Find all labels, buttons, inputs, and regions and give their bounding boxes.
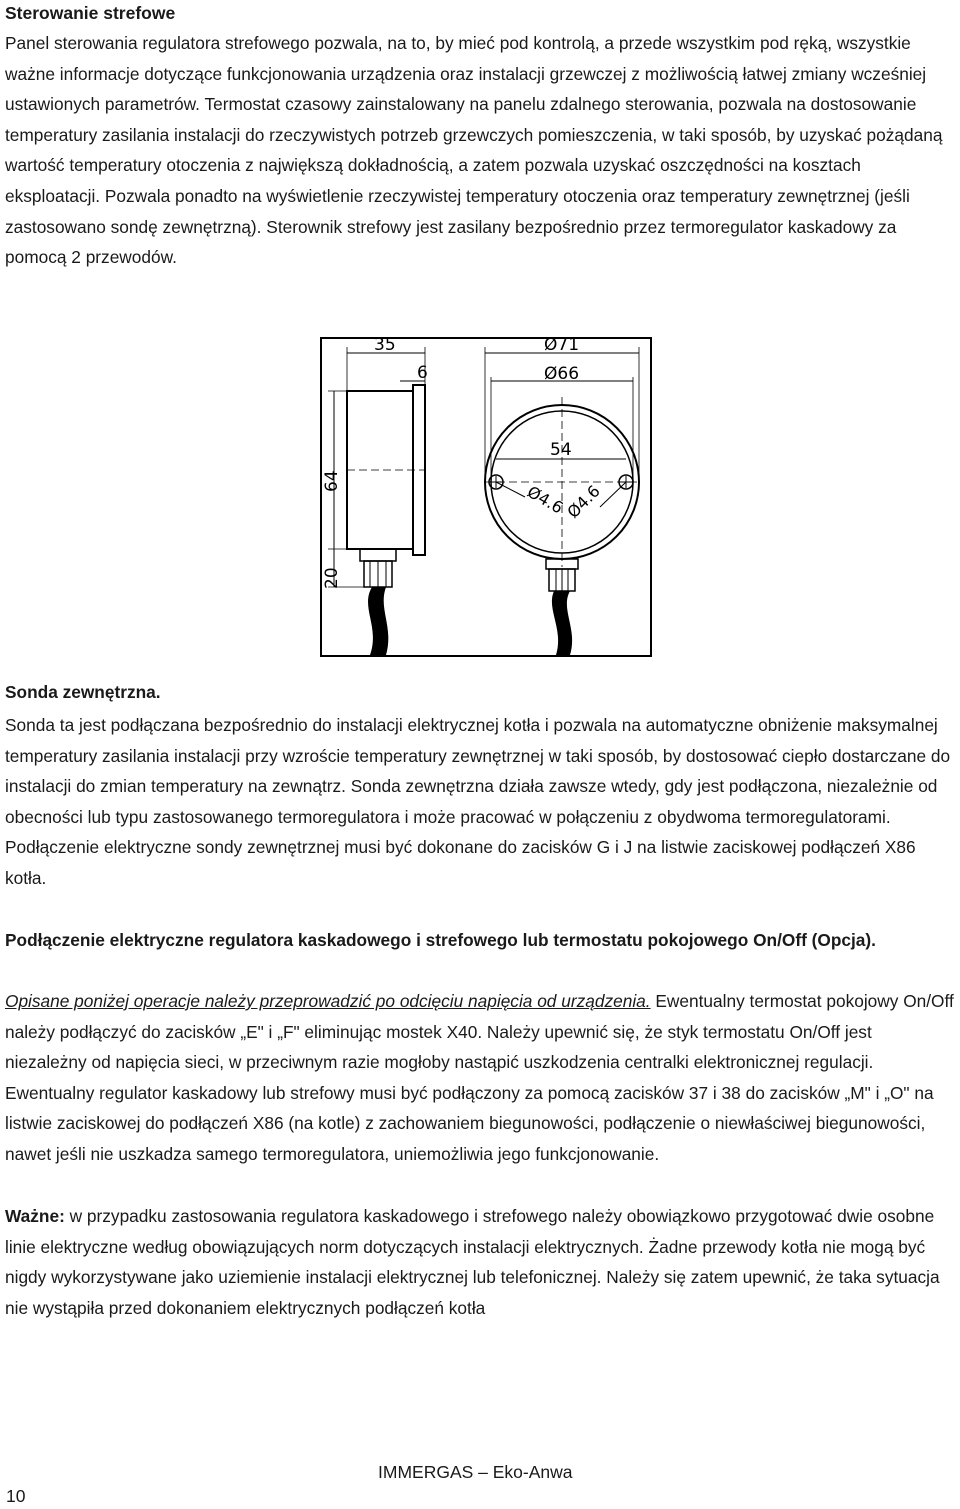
dim-35-label: 35 [374, 337, 396, 355]
dim-20-label: 20 [322, 567, 342, 589]
external-sensor-paragraph: Sonda ta jest podłączana bezpośrednio do instalacji elektrycznej kotła i pozwala na automatyczne obniżenie maksymalnej temperatury zasilania instalacji przy wzroście temperatury zewnętrznej w taki sposób, by dostosować ciepło dostarczane do instalacji do zmian temperatury na zewnątrz. Sonda zewnętrzna działa zawsze wtedy, gdy jest podłączona, niezależnie od obecności lub typu zastosowanego termoregulatora i może pracować w połączeniu z obydwoma termoregulatorami. Podłączenie elektryczne sondy zewnętrznej musi być dokonane do zacisków G i J na listwie zaciskowej podłączeń X86 kotła. [5, 715, 951, 888]
dim-d46-left-label: Ø4.6 [524, 482, 567, 518]
important-note-paragraph [5, 1201, 957, 1323]
dim-d66-label: Ø66 [544, 364, 580, 384]
electrical-connection-paragraph [5, 986, 957, 1170]
sensor-dimension-drawing [320, 337, 652, 657]
section-heading-electrical-connection: Podłączenie elektryczne regulatora kaskadowego i strefowego lub termostatu pokojowego On/Off (Opcja). [5, 930, 876, 950]
dim-d46-right-label: Ø4.6 [563, 481, 604, 522]
page-number: 10 [6, 1486, 26, 1506]
zone-control-paragraph: Panel sterowania regulatora strefowego pozwala, na to, by mieć pod kontrolą, a przede wszystkim pod ręką, wszystkie ważne informacje dotyczące funkcjonowania urządzenia oraz instalacji grzewczej z możliwością łatwej zmiany wcześniej ustawionych parametrów. Termostat czasowy zainstalowany na panelu zdalnego sterowania, pozwala na dostosowanie temperatury zasilania instalacji do rzeczywistych potrzeb grzewczych pomieszczenia, w taki sposób, by uzyskać pożądaną wartość temperatury otoczenia z największą dokładnością, a zatem pozwala uzyskać oszczędności na kosztach eksploatacji. Pozwala ponadto na wyświetlenie rzeczywistej temperatury otoczenia oraz temperatury zewnętrznej (jeśli zastosowano sondę zewnętrzną). Sterownik strefowy jest zasilany bezpośrednio przez termoregulator kaskadowy za pomocą 2 przewodów. [5, 33, 943, 268]
dimension-drawing-svg [320, 337, 652, 657]
power-off-warning: Opisane poniżej operacje należy przeprowadzić po odcięciu napięcia od urządzenia. [5, 991, 651, 1011]
section-title-zone-control: Sterowanie strefowe [5, 3, 176, 23]
dim-64-label: 64 [322, 470, 342, 492]
important-label: Ważne: [5, 1206, 65, 1226]
dim-6-label: 6 [417, 363, 428, 383]
footer-brand: IMMERGAS – Eko-Anwa [378, 1462, 573, 1482]
important-text: w przypadku zastosowania regulatora kaskadowego i strefowego należy obowiązkowo przygotować dwie osobne linie elektryczne według obowiązujących norm dotyczących instalacji elektrycznych. Żadne przewody kotła nie mogą być nigdy wykorzystywane jako uziemienie instalacji elektrycznej lub telefonicznej. Należy się zatem upewnić, że taka sytuacja nie wystąpiła przed dokonaniem elektrycznych podłączeń kotła [5, 1206, 940, 1318]
thermostat-instructions: Ewentualny termostat pokojowy On/Off należy podłączyć do zacisków „E" i „F" eliminując mostek X40. Należy upewnić się, że styk termostatu On/Off jest niezależny od napięcia sieci, w przeciwnym razie mogłoby nastąpić uszkodzenia centralki elektronicznej regulacji. Ewentualny regulator kaskadowy lub strefowy musi być podłączony za pomocą zacisków 37 i 38 do zacisków „M" i „O" na listwie zaciskowej do podłączeń X86 (na kotle) z zachowaniem biegunowości, podłączenie o niewłaściwej biegunowości, nawet jeśli nie uszkadza samego termoregulatora, uniemożliwia jego funkcjonowanie. [5, 991, 954, 1164]
section-heading-external-sensor: Sonda zewnętrzna. [5, 682, 161, 702]
dim-54-label: 54 [550, 440, 572, 460]
dim-d71-label: Ø71 [544, 337, 580, 355]
